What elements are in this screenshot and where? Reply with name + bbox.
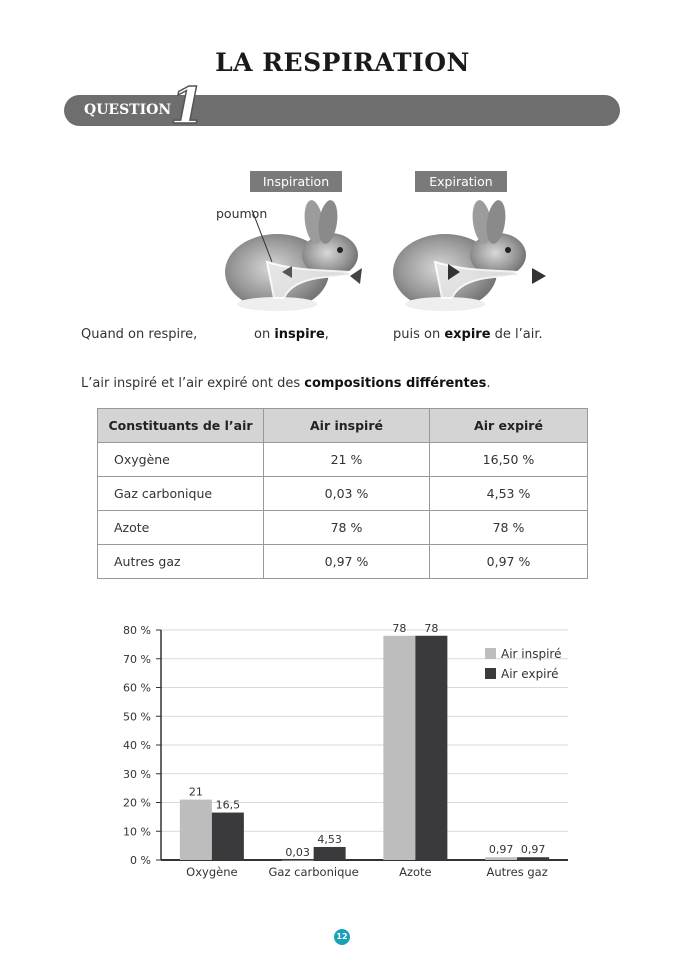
expire-word: expire (444, 327, 491, 342)
legend-label: Air expiré (501, 667, 559, 681)
y-tick-label: 20 % (123, 796, 151, 810)
sentence-part-2: on inspire, (254, 327, 329, 342)
table-row (98, 511, 588, 545)
page-title: LA RESPIRATION (215, 48, 470, 77)
table-header-row (98, 409, 588, 443)
data-label: 4,53 (317, 832, 342, 846)
cell-inspired: 78 % (264, 511, 430, 545)
data-label: 78 (424, 621, 439, 635)
cell-inspired: 21 % (264, 443, 430, 477)
rabbit-inspiration-illustration (222, 200, 362, 315)
y-tick-label: 40 % (123, 739, 151, 752)
expiration-tag: Expiration (415, 171, 507, 192)
cell-inspired: 0,03 % (264, 477, 430, 511)
x-tick-label: Gaz carbonique (268, 865, 359, 879)
legend-swatch (485, 668, 496, 679)
header-constituent: Constituants de l’air (98, 409, 264, 443)
data-label: 21 (188, 785, 203, 799)
bar (212, 813, 244, 860)
cell-expired: 78 % (430, 511, 588, 545)
cell-constituent: Autres gaz (98, 545, 264, 579)
y-tick-label: 60 % (123, 681, 151, 695)
bar (383, 636, 415, 860)
air-composition-table (97, 408, 588, 579)
question-banner (64, 76, 620, 135)
cell-expired: 4,53 % (430, 477, 588, 511)
question-number: 1 (170, 76, 205, 135)
inspiration-tag: Inspiration (250, 171, 342, 192)
sentence-part-1: Quand on respire, (81, 327, 198, 342)
header-inspired: Air inspiré (264, 409, 430, 443)
data-label: 16,5 (215, 798, 241, 812)
y-tick-label: 30 % (123, 767, 151, 781)
cell-expired: 0,97 % (430, 545, 588, 579)
cell-expired: 16,50 % (430, 443, 588, 477)
data-label: 0,97 (520, 843, 546, 857)
cell-constituent: Oxygène (98, 443, 264, 477)
legend-label: Air inspiré (501, 647, 562, 661)
lung-label: poumon (216, 206, 268, 221)
table-row (98, 477, 588, 511)
x-tick-label: Oxygène (186, 865, 238, 879)
rabbit-expiration-illustration (390, 200, 550, 315)
x-tick-label: Azote (399, 865, 432, 879)
table-row (98, 443, 588, 477)
data-label: 0,03 (285, 845, 310, 859)
inspire-word: inspire (274, 327, 325, 342)
page-number: 12 (334, 929, 350, 945)
data-label: 0,97 (488, 843, 514, 857)
question-label: QUESTION (84, 102, 172, 118)
air-composition-bar-chart (100, 615, 580, 890)
cell-constituent: Gaz carbonique (98, 477, 264, 511)
y-tick-label: 70 % (123, 652, 151, 666)
y-tick-label: 80 % (123, 624, 151, 637)
legend-swatch (485, 648, 496, 659)
y-tick-label: 50 % (123, 710, 151, 724)
data-label: 78 (392, 621, 407, 635)
x-tick-label: Autres gaz (486, 865, 548, 879)
bar (415, 636, 447, 860)
header-expired: Air expiré (430, 409, 588, 443)
y-tick-label: 0 % (130, 854, 151, 867)
sentence-part-3: puis on expire de l’air. (393, 327, 543, 342)
table-row (98, 545, 588, 579)
bar (180, 800, 212, 860)
cell-inspired: 0,97 % (264, 545, 430, 579)
cell-constituent: Azote (98, 511, 264, 545)
intro-text: L’air inspiré et l’air expiré ont des compositions différentes. (81, 376, 491, 391)
y-tick-label: 10 % (123, 825, 151, 839)
bar (282, 860, 314, 861)
bar (314, 847, 346, 860)
bar (485, 857, 517, 860)
bar (517, 857, 549, 860)
